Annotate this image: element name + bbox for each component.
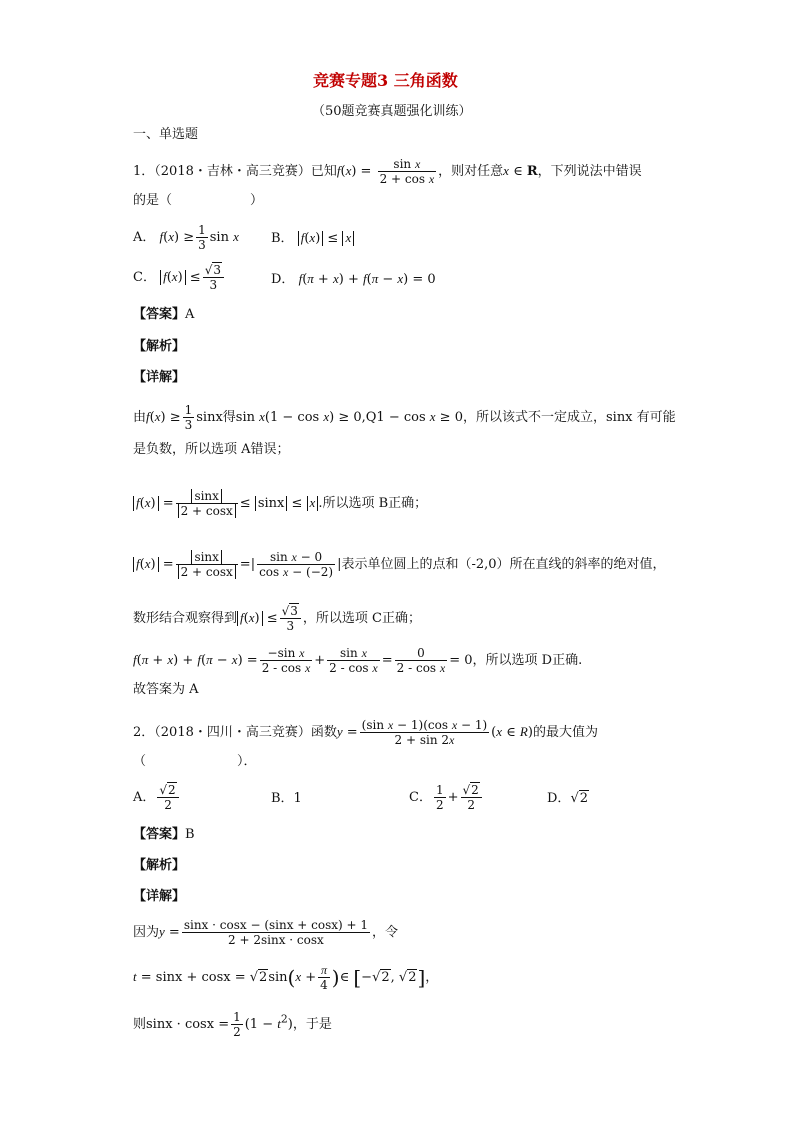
option-b-label: B．	[271, 231, 294, 246]
q1-d5-end: ，所以选项 C正确；	[302, 611, 421, 626]
q1-answer	[133, 307, 194, 323]
q1-analysis-label: 【解析】	[133, 339, 186, 354]
q1-detail-line3: f(x) = $\frac{\sin x}{2 + \cos x}$ ≤ sinx ≤ x .所以选项 B正确；	[133, 489, 427, 518]
q1-option-a: A． f(x) ≥ $\frac{1}{3}$ sin x	[133, 223, 239, 252]
q2-option-c: C． $\frac{1}{2}$ + $\frac{√2}{2}$	[409, 783, 484, 812]
q2-option-d: D．√2	[547, 791, 589, 806]
question-1-stem: 1．（2018・吉林・高三竞赛）已知f(x) = $\frac{\text{sin x}}{\text{2 + cos x}}$ ，则对任意x ∈ R，下列说法中错误	[133, 157, 642, 186]
option-a-label: A．	[133, 230, 156, 245]
q1-d1-mid: sinx得	[196, 410, 236, 425]
q1-d5-prefix: 数形结合观察得到	[133, 611, 238, 626]
q1-formula: f	[336, 163, 341, 178]
q1-d4-end: 表示单位圆上的点和（-2,0）所在直线的斜率的绝对值，	[341, 557, 666, 572]
q2-option-d-label: D．	[547, 791, 571, 806]
page-title: 竞赛专题3 三角函数	[313, 71, 458, 90]
q1-detail-line5: 数形结合观察得到 f(x) ≤ $\frac{√3}{3}$ ，所以选项 C正确；	[133, 604, 421, 633]
q1-detail-line4: f(x) = $\frac{\sin x}{2 + \cos x}$ =| $\frac{\text{sin x − 0}}{\text{cos x − (−2)}}$ |表示单位圆上的点和（-2,0）所在直线的斜率的绝对值，	[133, 550, 666, 579]
q1-prefix: 1．（2018・吉林・高三竞赛）已知	[133, 164, 337, 179]
answer-label: 【答案】	[133, 827, 186, 842]
q2-suffix: 的最大值为	[532, 725, 598, 740]
q2-detail-line2: t = sinx + cosx = √2sin(x + $\frac{\pi}{4}$ )∈ [−√2, √2]，	[133, 963, 439, 992]
q1-d1-prefix: 由	[133, 410, 147, 425]
q1-mid: ，则对任意	[438, 164, 504, 179]
q2-prefix: 2．（2018・四川・高三竞赛）函数	[133, 725, 337, 740]
q1-d1-end: ，所以该式不一定成立，sinx 有可能	[462, 410, 676, 425]
q1-mid2: ，下列说法中错误	[537, 164, 642, 179]
q1-d3-end: .所以选项 B正确；	[318, 496, 428, 511]
section-heading: 一、单选题	[133, 127, 199, 142]
q2-answer-value: B	[185, 827, 195, 842]
q1-detail-line2: 是负数，所以选项 A错误；	[133, 442, 290, 457]
q1-option-d: D． f(π + x) + f(π − x) = 0	[271, 271, 436, 287]
q2-d3-end: ，于是	[292, 1017, 332, 1032]
q2-detail-line1: 因为y = $\frac{\sin x \cdot \cos x - (\sin x + \cos x) + 1}{2 + 2\sin x \cdot \cos x}$ ，令	[133, 918, 399, 947]
q2-detail-label: 【详解】	[133, 889, 186, 904]
q1-option-b: B． f(x) ≤ x	[271, 230, 354, 247]
q2-d1-end: ，令	[372, 925, 399, 940]
question-1-line2: 的是（ ）	[133, 193, 264, 208]
page-subtitle: （50题竞赛真题强化训练）	[312, 104, 472, 119]
option-d-label: D．	[271, 272, 295, 287]
q2-d1-prefix: 因为	[133, 925, 160, 940]
q1-conclusion: 故答案为 A	[133, 682, 199, 697]
q1-detail-label: 【详解】	[133, 370, 186, 385]
q2-fraction: $\frac{\text{(sin x − 1)(cos x − 1)}}{2 + \sin 2x}$	[361, 718, 488, 747]
question-2-stem: 2．（2018・四川・高三竞赛）函数y = $\frac{\text{(sin x − 1)(cos x − 1)}}{2 + \sin 2x}$ (x ∈ R)的最大值为	[133, 718, 598, 747]
q1-detail-line1: 由f(x) ≥ $\frac{1}{3}$ sinx得sin x(1 − cos x) ≥ 0,Q1 − cos x ≥ 0，所以该式不一定成立，sinx 有可能	[133, 403, 676, 432]
q2-option-a-label: A．	[133, 790, 156, 805]
q2-d3-prefix: 则	[133, 1017, 147, 1032]
option-c-label: C．	[133, 270, 156, 285]
q1-option-c: C． f(x) ≤ $\frac{√3}{3}$	[133, 263, 226, 292]
answer-label: 【答案】	[133, 307, 186, 322]
q1-detail-line6: f(π + x) + f(π − x) = $\frac{\text{−sin x}}{\text{2 - cos x}}$ + $\frac{\text{sin x}}{\text{2 - cos x}}$ = $\frac{0}{\text{2 - cos x}}$ = 0，所以选项 D正确.	[133, 646, 583, 675]
q2-answer	[133, 827, 195, 843]
q2-option-b: B．1	[271, 791, 302, 806]
q1-answer-value: A	[185, 307, 195, 322]
q2-analysis-label: 【解析】	[133, 858, 186, 873]
q1-d6-end: ，所以选项 D正确.	[472, 653, 583, 668]
q1-fraction: $\frac{\text{sin x}}{\text{2 + cos x}}$	[379, 157, 435, 186]
question-2-paren: （ ）．	[133, 754, 257, 769]
q2-option-c-label: C．	[409, 790, 432, 805]
q2-option-a: A． $\frac{√2}{2}$	[133, 783, 181, 812]
q2-detail-line3: 则sinx · cosx = $\frac{1}{2}$ $(1 - t^2)$，于是	[133, 1010, 332, 1039]
